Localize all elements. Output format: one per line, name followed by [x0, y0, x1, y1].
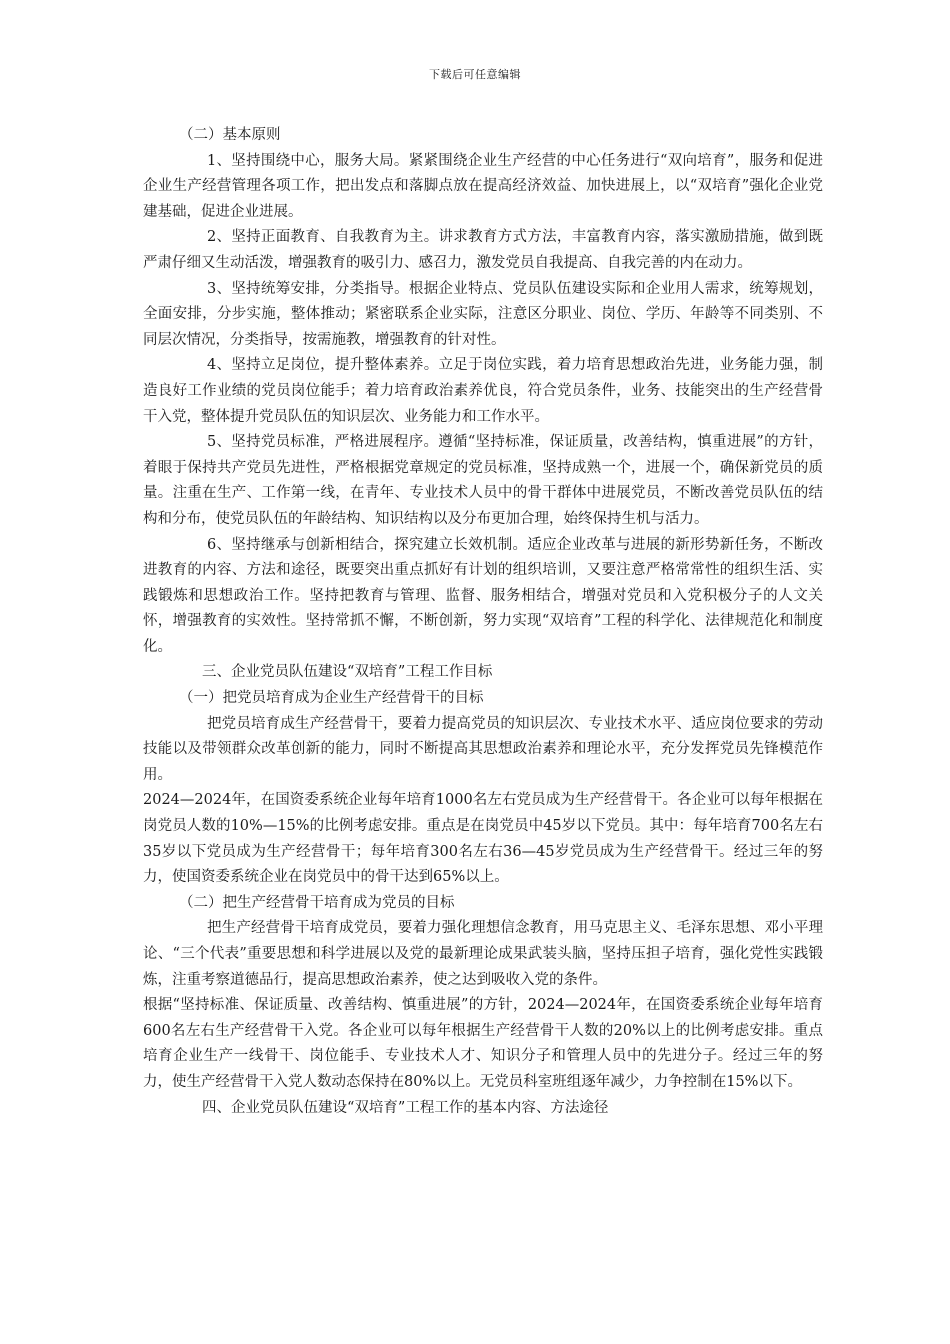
principle-5: 5、坚持党员标准，严格进展程序。遵循“坚持标准，保证质量，改善结构，慎重进展”的方针，着眼于保持共产党员先进性，严格根据党章规定的党员标准，坚持成熟一个，进展一个，确保新党员的质量。注重在生产、工作第一线，在青年、专业技术人员中的骨干群体中进展党员，不断改善党员队伍的结构和分布，使党员队伍的年龄结构、知识结构以及分布更加合理，始终保持生机与活力。	[143, 434, 823, 527]
section-heading-goals: 三、企业党员队伍建设“双培育”工程工作目标	[202, 664, 493, 681]
principle-6: 6、坚持继承与创新相结合，探究建立长效机制。适应企业改革与进展的新形势新任务，不断改进教育的内容、方法和途径，既要突出重点抓好有计划的组织培训，又要注意严格常常性的组织生活、实践锻炼和思想政治工作。坚持把教育与管理、监督、服务相结合，增强对党员和入党积极分子的人文关怀，增强教育的实效性。坚持常抓不懈，不断创新，努力实现“双培育”工程的科学化、法律规范化和制度化。	[143, 536, 823, 655]
goal-1-heading: （一）把党员培育成为企业生产经营骨干的目标	[179, 690, 484, 707]
goal-2-paragraph: 把生产经营骨干培育成党员，要着力强化理想信念教育，用马克思主义、毛泽东思想、邓小平理论、“三个代表”重要思想和科学进展以及党的最新理论成果武装头脑，坚持压担子培育，强化党性实践锻炼，注重考察道德品行，提高思想政治素养，使之达到吸收入党的条件。	[143, 920, 823, 988]
goal-1-detail: 2024—2024年，在国资委系统企业每年培育1000名左右党员成为生产经营骨干。各企业可以每年根据在岗党员人数的10%—15%的比例考虑安排。重点是在岗党员中45岁以下党员。其中：每年培育700名左右35岁以下党员成为生产经营骨干；每年培育300名左右36—45岁党员成为生产经营骨干。经过三年的努力，使国资委系统企业在岗党员中的骨干达到65%以上。	[143, 792, 823, 886]
principle-1: 1、坚持围绕中心，服务大局。紧紧围绕企业生产经营的中心任务进行“双向培育”，服务和促进企业生产经营管理各项工作，把出发点和落脚点放在提高经济效益、加快进展上，以“双培育”强化企业党建基础，促进企业进展。	[143, 152, 823, 220]
principle-2: 2、坚持正面教育、自我教育为主。讲求教育方式方法，丰富教育内容，落实激励措施，做到既严肃仔细又生动活泼，增强教育的吸引力、感召力，激发党员自我提高、自我完善的内在动力。	[143, 229, 823, 271]
goal-1-paragraph: 把党员培育成生产经营骨干，要着力提高党员的知识层次、专业技术水平、适应岗位要求的劳动技能以及带领群众改革创新的能力，同时不断提高其思想政治素养和理论水平，充分发挥党员先锋模范作用。	[143, 715, 823, 783]
goal-2-heading: （二）把生产经营骨干培育成为党员的目标	[179, 894, 455, 911]
section-heading-basic-principles: （二）基本原则	[179, 127, 281, 143]
page-header: 下载后可任意编辑	[429, 68, 521, 81]
document-body	[143, 123, 823, 1121]
principle-3: 3、坚持统筹安排，分类指导。根据企业特点、党员队伍建设实际和企业用人需求，统筹规划，全面安排，分步实施，整体推动；紧密联系企业实际，注意区分职业、岗位、学历、年龄等不同类别、不同层次情况，分类指导，按需施教，增强教育的针对性。	[143, 280, 823, 348]
goal-2-detail: 根据“坚持标准、保证质量、改善结构、慎重进展”的方针，2024—2024年，在国资委系统企业每年培育600名左右生产经营骨干入党。各企业可以每年根据生产经营骨干人数的20%以上的比例考虑安排。重点培育企业生产一线骨干、岗位能手、专业技术人才、知识分子和管理人员中的先进分子。经过三年的努力，使生产经营骨干入党人数动态保持在80%以上。无党员科室班组逐年减少，力争控制在15%以下。	[143, 997, 823, 1090]
principle-4: 4、坚持立足岗位，提升整体素养。立足于岗位实践，着力培育思想政治先进，业务能力强，制造良好工作业绩的党员岗位能手；着力培育政治素养优良，符合党员条件，业务、技能突出的生产经营骨干入党，整体提升党员队伍的知识层次、业务能力和工作水平。	[143, 357, 823, 425]
section-heading-content-methods: 四、企业党员队伍建设“双培育”工程工作的基本内容、方法途径	[202, 1099, 609, 1116]
